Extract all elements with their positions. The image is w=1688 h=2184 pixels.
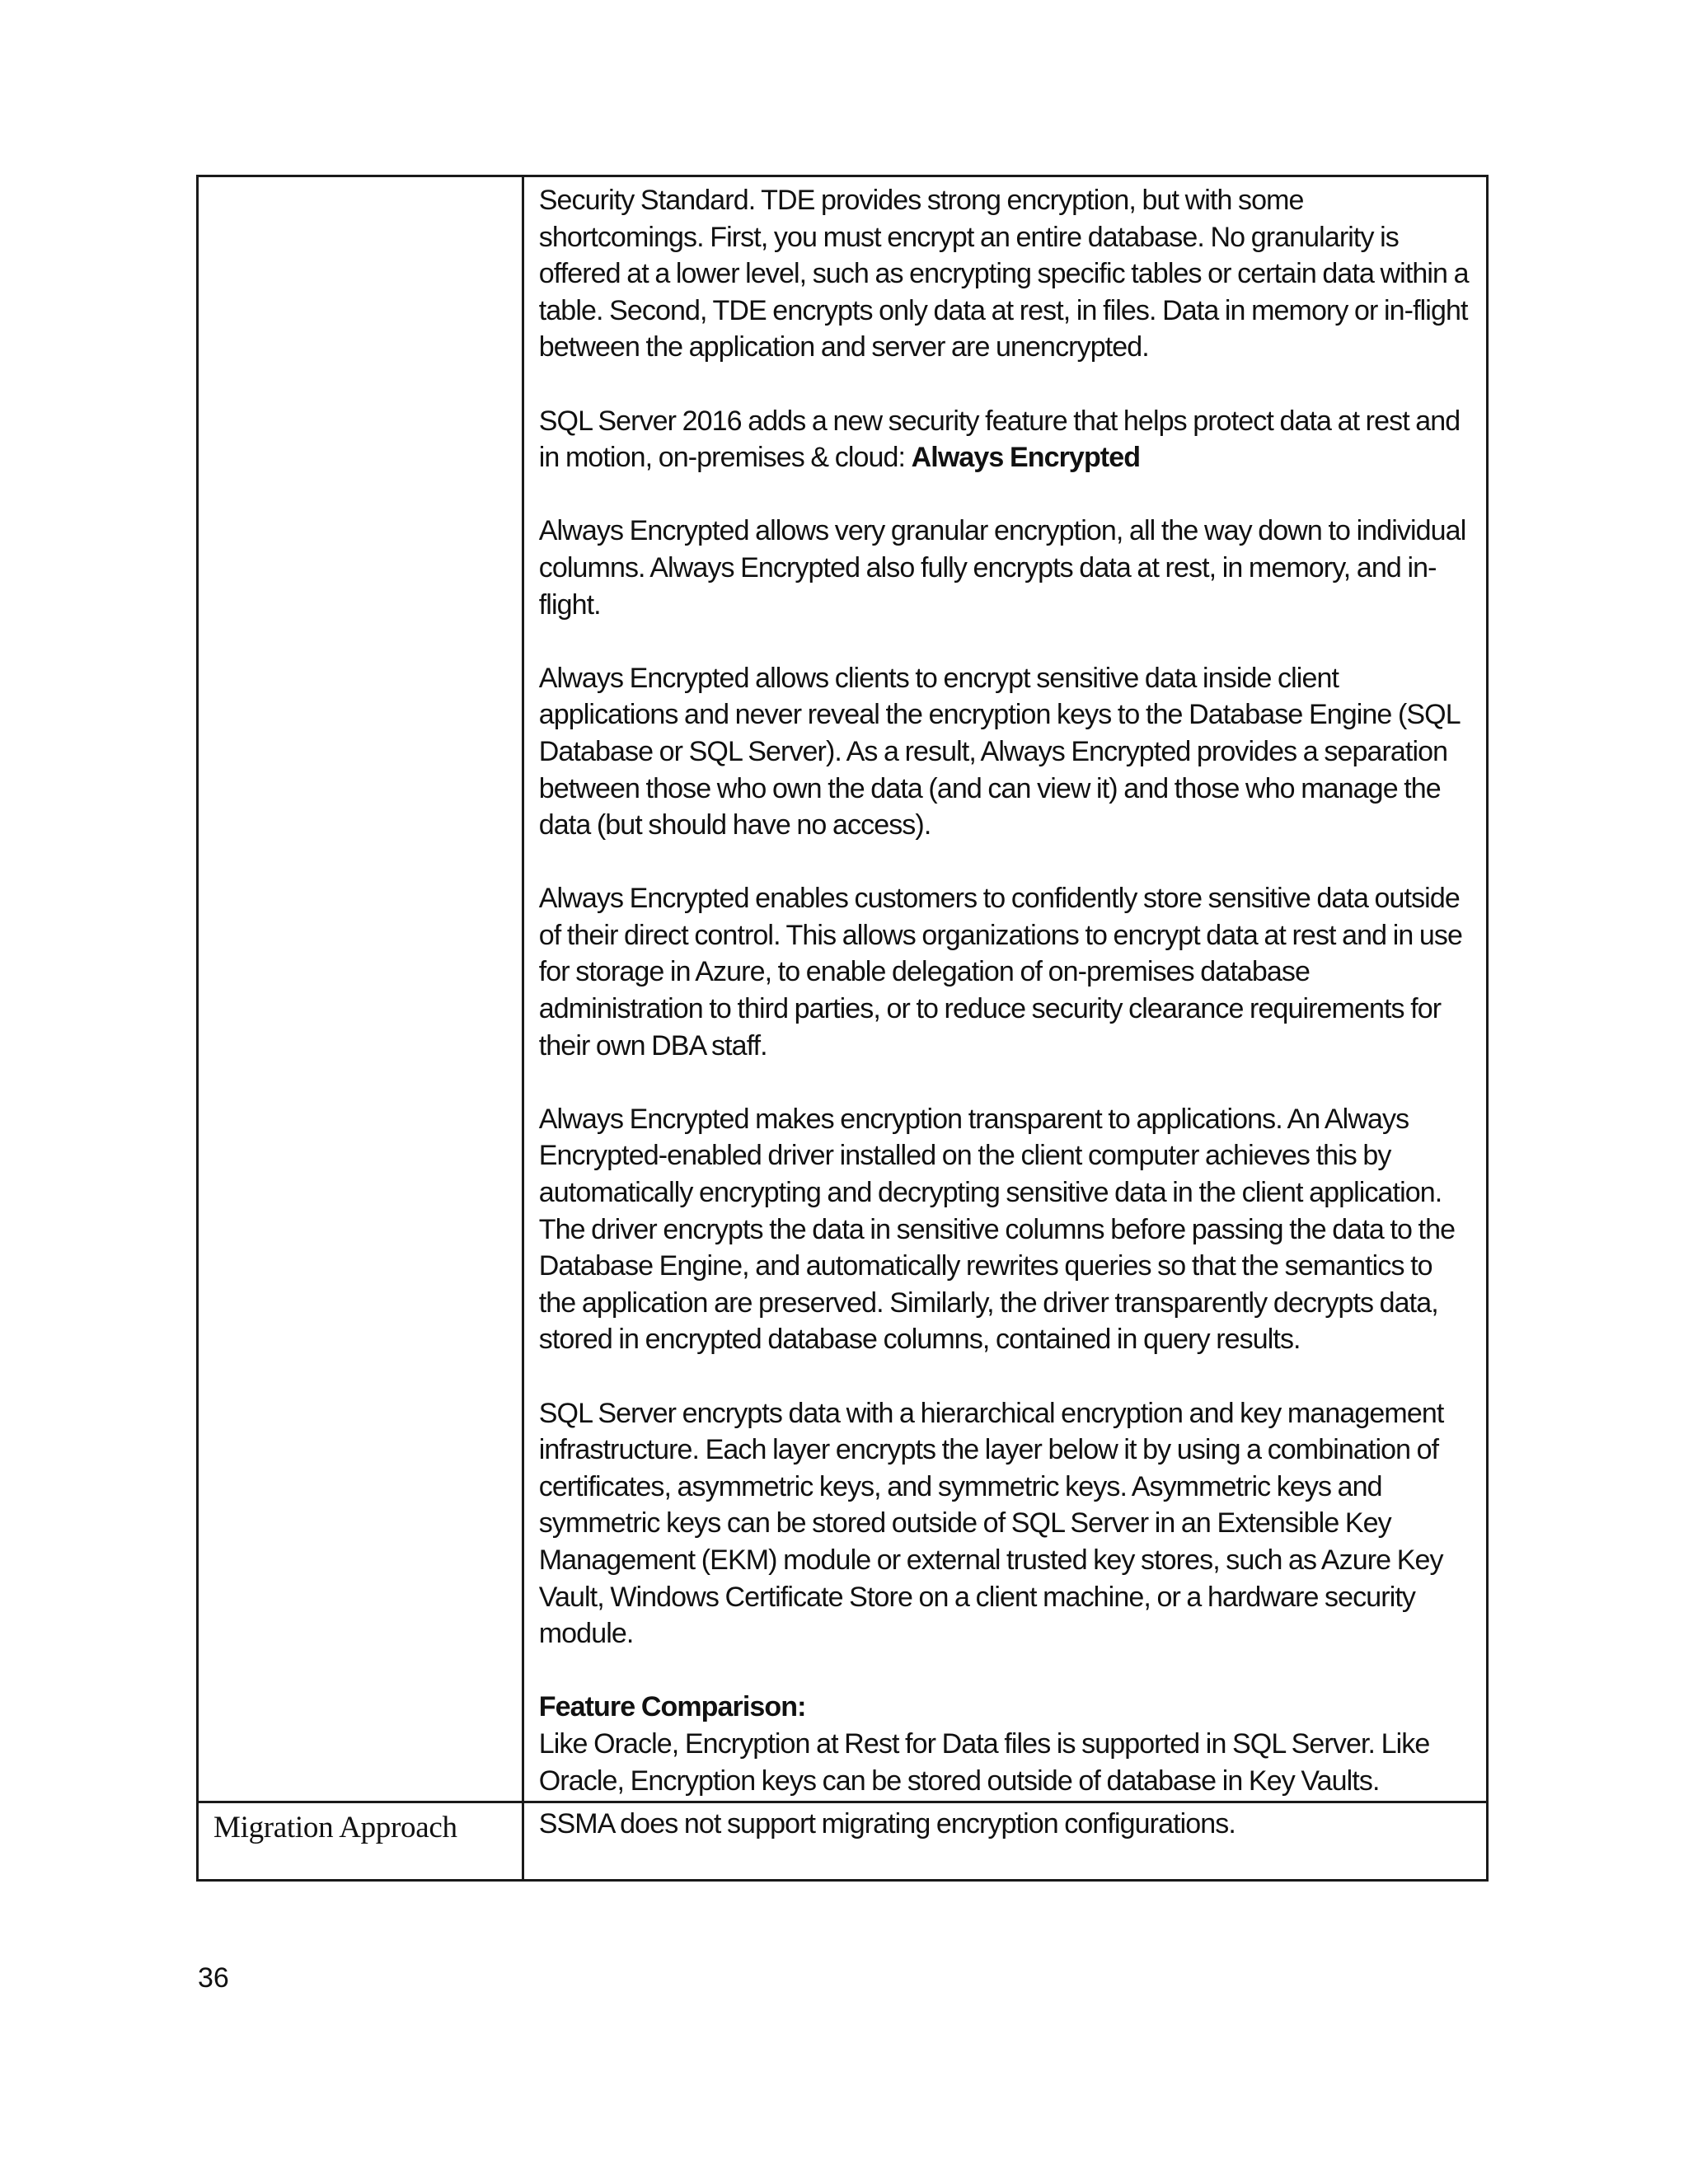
empty-label-cell: [198, 176, 523, 1802]
paragraph-always-encrypted-intro: [539, 403, 1475, 476]
intro-text: SQL Server 2016 adds a new security feature that helps protect data at rest and in motion, on-premises & cloud:: [538, 405, 1461, 474]
paragraph-outside-control: Always Encrypted enables customers to confidently store sensitive data outside of their direct control. This allows organizations to encrypt data at rest and in use for storage in Azure, to enable delegation of on-premises database administration to third parties, or to reduce security clearance requirements for their own DBA staff.: [538, 883, 1463, 1062]
feature-comparison-heading: Feature Comparison:: [538, 1691, 806, 1723]
description-cell: [523, 176, 1487, 1802]
feature-comparison: [539, 1689, 1475, 1799]
feature-comparison-text: Like Oracle, Encryption at Rest for Data files is supported in SQL Server. Like Oracle, Encryption keys can be stored outside of database in Key Vaults.: [538, 1727, 1430, 1797]
table-row-migration: [198, 1802, 1488, 1881]
paragraph-client-encryption: Always Encrypted allows clients to encrypt sensitive data inside client applications and never reveal the encryption keys to the Database Engine (SQL Database or SQL Server). As a result, Always Encrypted provides a separation between those who own the data (and can view it) and those who manage the data (but should have no access).: [538, 662, 1460, 841]
paragraph-tde-shortcomings: Security Standard. TDE provides strong encryption, but with some shortcomings. First, you must encrypt an entire database. No granularity is offered at a lower level, such as encrypting specific tables or certain data within a table. Second, TDE encrypts only data at rest, in files. Data in memory or in-flight between the application and server are unencrypted.: [538, 185, 1469, 363]
table-row-continuation: [198, 176, 1488, 1802]
paragraph-granular-encryption: Always Encrypted allows very granular encryption, all the way down to individual columns. Always Encrypted also fully encrypts data at rest, in memory, and in-flight.: [538, 515, 1466, 621]
paragraph-transparent-driver: Always Encrypted makes encryption transparent to applications. An Always Encrypted-enabled driver installed on the client computer achieves this by automatically encrypting and decrypting sensitive data in the client application. The driver encrypts the data in sensitive columns before passing the data to the Database Engine, and automatically rewrites queries so that the semantics to the application are preserved. Similarly, the driver transparently decrypts data, stored in encrypted database columns, contained in query results.: [538, 1103, 1456, 1356]
page-number: 36: [198, 1962, 229, 1994]
migration-approach-value: SSMA does not support migrating encryption configurations.: [523, 1802, 1487, 1881]
paragraph-key-hierarchy: SQL Server encrypts data with a hierarchical encryption and key management infrastructure. Each layer encrypts the layer below it by using a combination of certificates, asymmetric keys, and symmetric keys. Asymmetric keys and symmetric keys can be stored outside of SQL Server in an Extensible Key Management (EKM) module or external trusted key stores, such as Azure Key Vault, Windows Certificate Store on a client machine, or a hardware security module.: [538, 1397, 1444, 1650]
feature-table: [196, 175, 1489, 1882]
migration-approach-label: Migration Approach: [198, 1802, 523, 1881]
intro-bold-term: Always Encrypted: [911, 442, 1141, 474]
